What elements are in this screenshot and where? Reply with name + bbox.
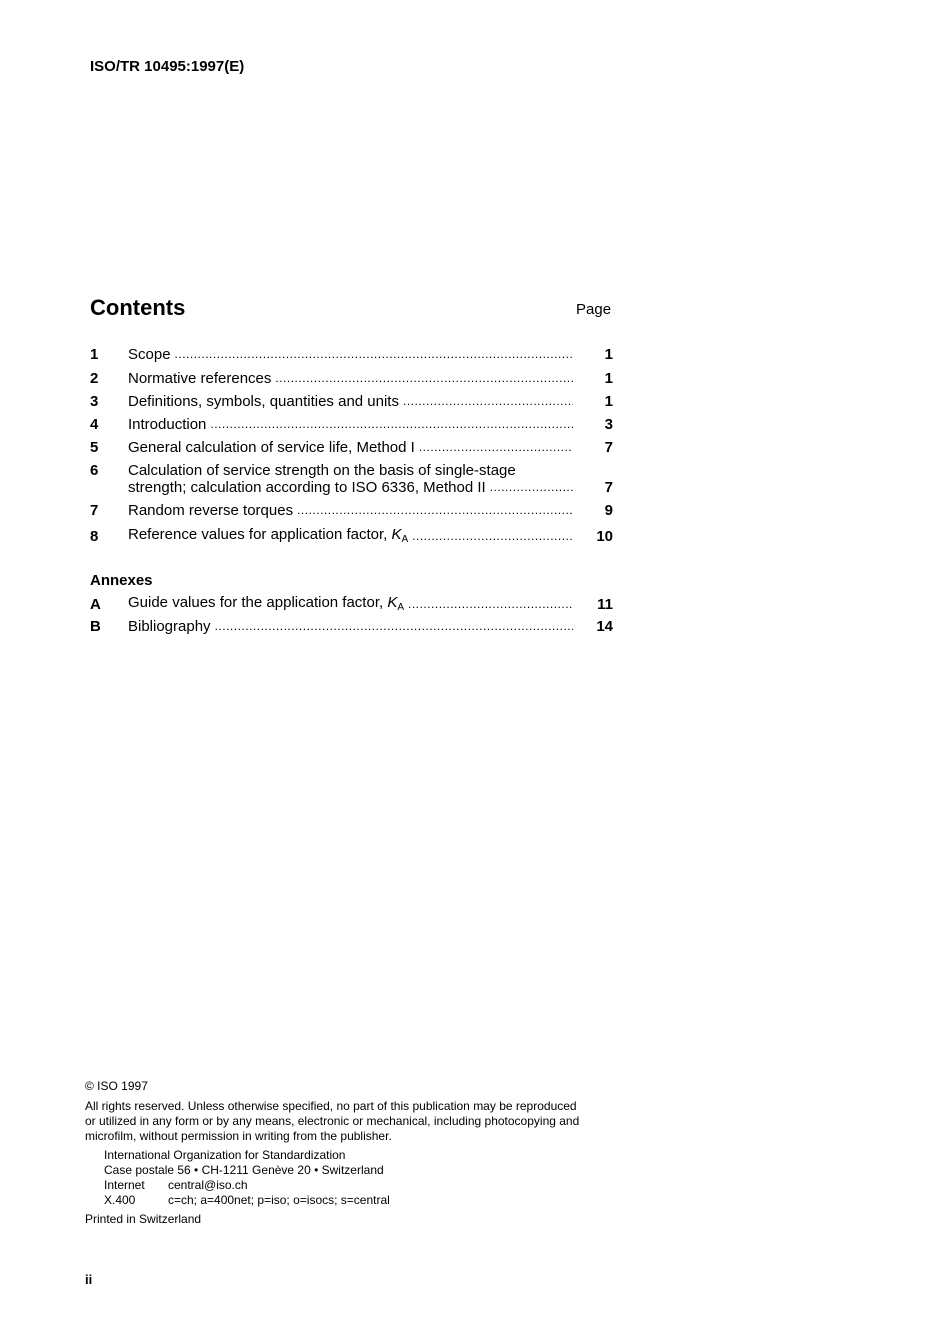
toc-title-line1: Calculation of service strength on the basis of single-stage bbox=[128, 462, 516, 479]
dot-leader bbox=[210, 416, 573, 433]
toc-number: 8 bbox=[90, 528, 99, 545]
toc-page: 1 bbox=[604, 346, 613, 363]
toc-number: 7 bbox=[90, 502, 99, 519]
annex-letter: B bbox=[90, 618, 101, 635]
toc-entry[interactable] bbox=[90, 416, 613, 433]
page-column-label: Page bbox=[576, 301, 612, 318]
toc-page: 1 bbox=[604, 370, 613, 387]
publisher-address: International Organization for Standardization Case postale 56 • CH-1211 Genève 20 • Switzerland Internet central@iso.ch X.400 c=ch; a=400net; p=iso; o=isocs; s=central bbox=[104, 1148, 390, 1207]
toc-title: Normative references bbox=[128, 370, 272, 387]
annex-entry[interactable] bbox=[90, 594, 613, 613]
toc-entry[interactable] bbox=[90, 393, 613, 410]
dot-leader bbox=[297, 502, 573, 519]
annex-entry[interactable] bbox=[90, 618, 613, 635]
toc-title: Random reverse torques bbox=[128, 502, 294, 519]
email-link[interactable]: central@iso.ch bbox=[168, 1178, 248, 1192]
toc-page: 9 bbox=[604, 502, 613, 519]
toc-number: 5 bbox=[90, 439, 99, 456]
printed-in: Printed in Switzerland bbox=[85, 1212, 202, 1226]
toc-number: 6 bbox=[90, 462, 99, 479]
annex-title: Bibliography bbox=[128, 618, 211, 635]
document-id: ISO/TR 10495:1997(E) bbox=[90, 58, 245, 75]
dot-leader bbox=[419, 439, 573, 456]
annexes-heading: Annexes bbox=[90, 572, 153, 589]
toc-number: 1 bbox=[90, 346, 99, 363]
toc-title: Introduction bbox=[128, 416, 207, 433]
dot-leader bbox=[275, 370, 573, 387]
toc-page: 1 bbox=[604, 393, 613, 410]
toc-entry[interactable] bbox=[90, 462, 613, 496]
toc-entry[interactable] bbox=[90, 370, 613, 387]
dot-leader bbox=[408, 596, 573, 613]
annex-letter: A bbox=[90, 596, 101, 613]
toc-title-line2: strength; calculation according to ISO 6336, Method II bbox=[128, 479, 486, 496]
dot-leader bbox=[403, 393, 573, 410]
toc-title: Reference values for application factor, $K_A$ bbox=[128, 526, 409, 545]
toc-number: 3 bbox=[90, 393, 99, 410]
toc-entry[interactable] bbox=[90, 439, 613, 456]
toc-title: Definitions, symbols, quantities and units bbox=[128, 393, 399, 410]
toc-page: 10 bbox=[596, 528, 613, 545]
copyright-line: © ISO 1997 bbox=[85, 1079, 148, 1093]
annex-page: 14 bbox=[596, 618, 613, 635]
rights-statement: All rights reserved. Unless otherwise specified, no part of this publication may be reproduced or utilized in any form or by any means, electronic or mechanical, including photocopying and microfilm, without permission in writing from the publisher. bbox=[85, 1099, 580, 1143]
toc-page: 7 bbox=[604, 439, 613, 456]
toc-page: 3 bbox=[604, 416, 613, 433]
toc-title: General calculation of service life, Method I bbox=[128, 439, 415, 456]
contents-heading: Contents bbox=[90, 295, 186, 320]
toc-page: 7 bbox=[604, 479, 613, 496]
annex-page: 11 bbox=[597, 596, 613, 613]
toc-entry[interactable] bbox=[90, 502, 613, 519]
toc-entry[interactable] bbox=[90, 526, 613, 545]
toc-title: Scope bbox=[128, 346, 171, 363]
dot-leader bbox=[490, 479, 573, 496]
toc-number: 2 bbox=[90, 370, 99, 387]
dot-leader bbox=[215, 618, 573, 635]
toc-number: 4 bbox=[90, 416, 99, 433]
dot-leader bbox=[175, 346, 573, 363]
annex-title: Guide values for the application factor, $K_A$ bbox=[128, 594, 405, 613]
dot-leader bbox=[412, 528, 573, 545]
page-number: ii bbox=[85, 1272, 93, 1287]
toc-entry[interactable] bbox=[90, 346, 613, 363]
